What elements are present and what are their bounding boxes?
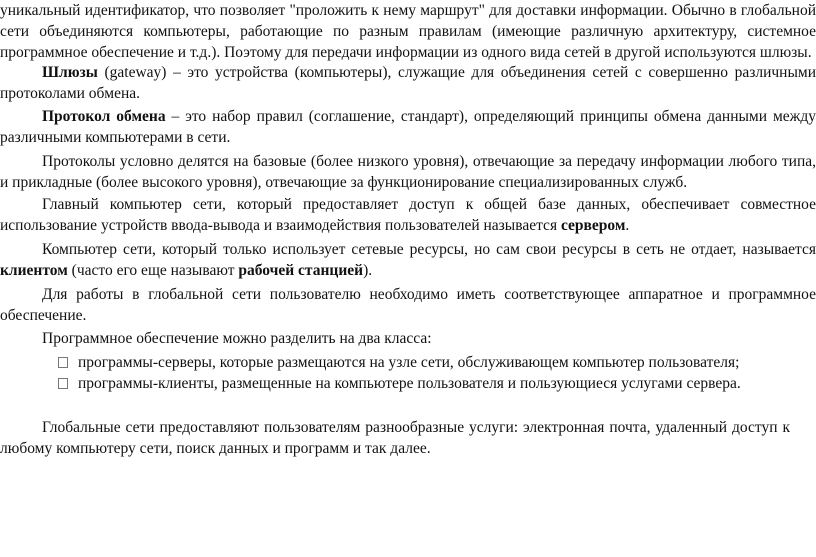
gateways-definition: (gateway) – это устройства (компьютеры), служащие для объединения сетей с совершенно различными протоколами обмена.: [0, 64, 816, 102]
client-end: ).: [363, 262, 373, 279]
term-gateways: Шлюзы: [42, 64, 98, 81]
term-client: клиентом: [0, 262, 68, 279]
paragraph-requirements: Для работы в глобальной сети пользователю необходимо иметь соответствующее аппаратное и программное обеспечение.: [0, 286, 816, 324]
server-end: .: [625, 217, 630, 234]
paragraph-server: [0, 194, 816, 236]
term-protocol: Протокол обмена: [42, 108, 166, 125]
bullet-text: программы-серверы, которые размещаются на узле сети, обслуживающем компьютер пользователя;: [78, 354, 740, 371]
paragraph-software-classes: Программное обеспечение можно разделить на два класса:: [42, 330, 432, 347]
term-workstation: рабочей станцией: [238, 262, 364, 279]
client-definition: Компьютер сети, который только использует сетевые ресурсы, но сам свои ресурсы в сеть не отдает, называется: [42, 241, 816, 258]
paragraph-protocol: [0, 106, 816, 148]
client-aside: (часто его еще называют: [67, 262, 239, 279]
paragraph-protocol-types: Протоколы условно делятся на базовые (более низкого уровня), отвечающие за передачу информации любого типа, и прикладные (более высокого уровня), отвечающие за функционирование специализированных служб.: [0, 153, 816, 191]
list-item: [58, 352, 816, 373]
server-definition: Главный компьютер сети, который предоставляет доступ к общей базе данных, обеспечивает совместное использование устройств ввода-вывода и взаимодействия пользователей называется: [0, 196, 816, 234]
term-server: сервером: [560, 217, 626, 234]
list-item: [58, 373, 816, 394]
paragraph-client: [0, 239, 816, 281]
paragraph-intro: уникальный идентификатор, что позволяет "проложить к нему маршрут" для доставки информации. Обычно в глобальной сети объединяются компьютеры, работающие по разным правилам (имеющие различную архитектуру, системное программное обеспечение и т.д.). Поэтому для передачи информации из одного вида сетей в другой используются шлюзы.: [0, 2, 816, 61]
paragraph-services: Глобальные сети предоставляют пользователям разнообразные услуги: электронная почта, удаленный доступ к любому компьютеру сети, поиск данных и программ и так далее.: [0, 419, 790, 457]
bullet-box-icon: [58, 357, 68, 368]
bullet-text: программы-клиенты, размещенные на компьютере пользователя и пользующиеся услугами сервера.: [78, 375, 741, 392]
bullet-box-icon: [58, 378, 68, 389]
paragraph-gateways: [0, 62, 816, 104]
protocol-definition: – это набор правил (соглашение, стандарт), определяющий принципы обмена данными между различными компьютерами в сети.: [0, 108, 816, 146]
